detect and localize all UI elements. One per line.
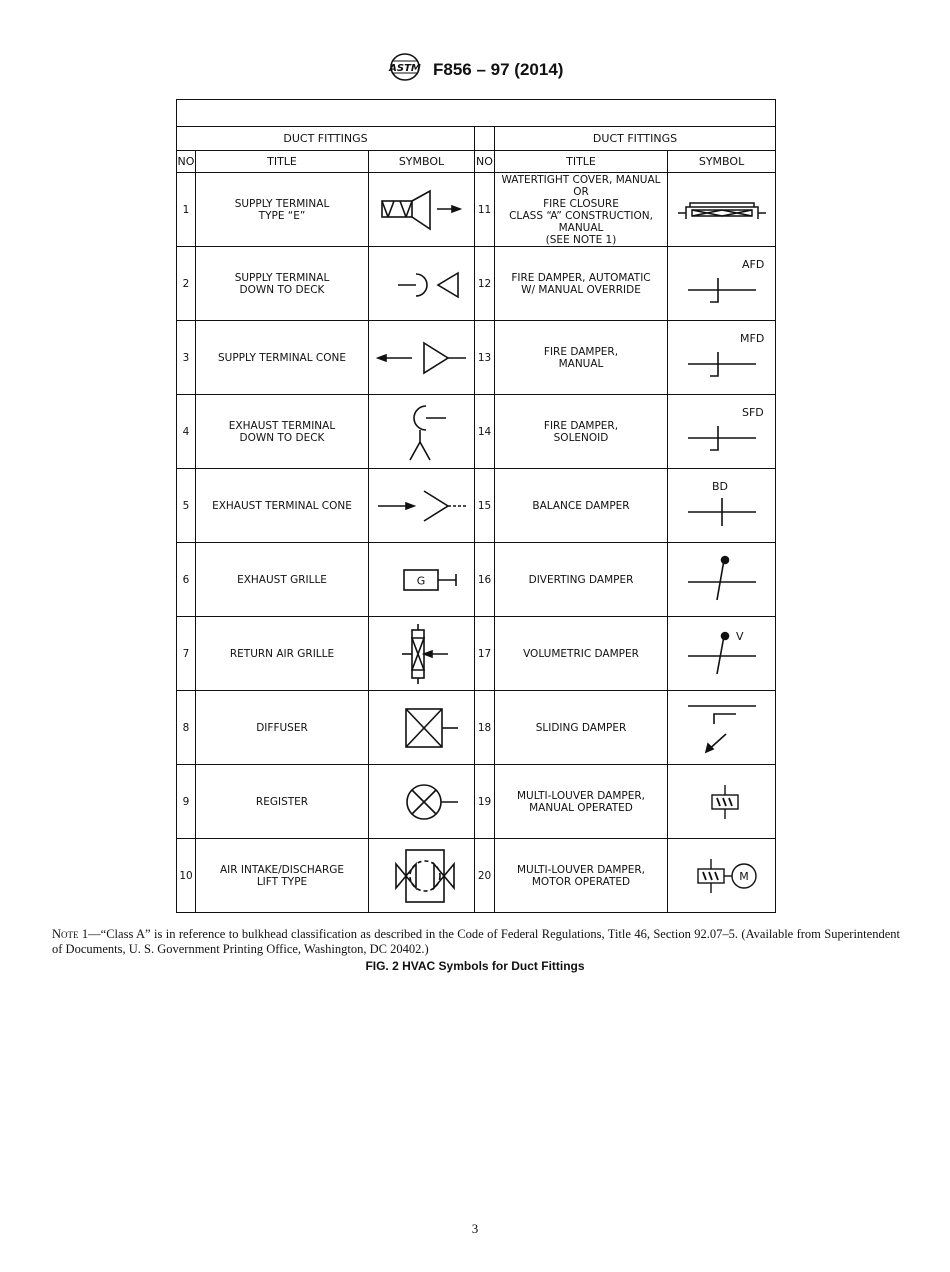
row-number: 17 <box>475 617 495 691</box>
col-no-left: NO <box>177 151 196 173</box>
row-title: SUPPLY TERMINAL CONE <box>196 321 369 395</box>
col-title-right: TITLE <box>495 151 668 173</box>
row-title: AIR INTAKE/DISCHARGE LIFT TYPE <box>196 839 369 913</box>
table-top-row <box>177 100 776 127</box>
row-number: 13 <box>475 321 495 395</box>
row-number: 5 <box>177 469 196 543</box>
row-title: EXHAUST GRILLE <box>196 543 369 617</box>
figure-caption: FIG. 2 HVAC Symbols for Duct Fittings <box>365 959 585 973</box>
col-symbol-right: SYMBOL <box>668 151 776 173</box>
table-row <box>177 247 776 321</box>
row-title: MULTI-LOUVER DAMPER, MOTOR OPERATED <box>495 839 668 913</box>
row-number: 15 <box>475 469 495 543</box>
row-number: 6 <box>177 543 196 617</box>
row-title: VOLUMETRIC DAMPER <box>495 617 668 691</box>
table-row <box>177 617 776 691</box>
return-air-grille-icon <box>372 622 472 686</box>
row-title: EXHAUST TERMINAL DOWN TO DECK <box>196 395 369 469</box>
exhaust-grille-icon <box>372 557 472 603</box>
svg-text:G: G <box>416 574 425 587</box>
note-lead: Note 1 <box>52 927 89 941</box>
row-title: FIRE DAMPER, SOLENOID <box>495 395 668 469</box>
row-number: 2 <box>177 247 196 321</box>
row-title: DIFFUSER <box>196 691 369 765</box>
row-number: 10 <box>177 839 196 913</box>
register-icon <box>372 779 472 825</box>
row-number: 9 <box>177 765 196 839</box>
watertight-cover-icon <box>672 187 772 233</box>
table-row <box>177 691 776 765</box>
fire-damper-automatic-icon <box>672 254 772 314</box>
supply-terminal-type-e-icon <box>372 187 472 233</box>
row-title: SLIDING DAMPER <box>495 691 668 765</box>
svg-text:AFD: AFD <box>741 257 764 271</box>
page-header <box>0 52 950 87</box>
astm-logo-icon <box>387 52 423 87</box>
table-row <box>177 173 776 247</box>
diffuser-icon <box>372 705 472 751</box>
row-title: WATERTIGHT COVER, MANUAL OR FIRE CLOSURE CLASS “A” CONSTRUCTION, MANUAL (SEE NOTE 1) <box>495 173 668 247</box>
row-title: BALANCE DAMPER <box>495 469 668 543</box>
col-symbol-left: SYMBOL <box>369 151 475 173</box>
exhaust-terminal-down-icon <box>372 400 472 464</box>
row-number: 11 <box>475 173 495 247</box>
balance-damper-icon <box>672 476 772 536</box>
row-number: 14 <box>475 395 495 469</box>
row-number: 8 <box>177 691 196 765</box>
row-title: FIRE DAMPER, MANUAL <box>495 321 668 395</box>
row-number: 7 <box>177 617 196 691</box>
note-text: —“Class A” is in reference to bulkhead classification as described in the Code of Federal Regulations, Title 46, Section 92.07–5. (Available from Superintendent of Documents, U. S. Government Printing Office, Washington, DC 20402.) <box>52 927 900 956</box>
supply-terminal-down-icon <box>372 261 472 307</box>
diverting-damper-icon <box>672 552 772 608</box>
multi-louver-motor-icon <box>672 853 772 899</box>
hvac-symbols-table <box>176 99 776 913</box>
air-intake-lift-icon <box>372 844 472 908</box>
standard-designation: F856 – 97 (2014) <box>433 59 564 79</box>
row-title: MULTI-LOUVER DAMPER, MANUAL OPERATED <box>495 765 668 839</box>
table-row <box>177 543 776 617</box>
svg-text:M: M <box>738 869 749 883</box>
fire-damper-manual-icon <box>672 328 772 388</box>
sliding-damper-icon <box>672 700 772 756</box>
table-row <box>177 321 776 395</box>
left-group-header: DUCT FITTINGS <box>177 127 475 151</box>
row-title: SUPPLY TERMINAL DOWN TO DECK <box>196 247 369 321</box>
row-title: RETURN AIR GRILLE <box>196 617 369 691</box>
row-number: 16 <box>475 543 495 617</box>
row-title: EXHAUST TERMINAL CONE <box>196 469 369 543</box>
fire-damper-solenoid-icon <box>672 402 772 462</box>
table-row <box>177 839 776 913</box>
page-number: 3 <box>471 1221 479 1236</box>
right-group-header: DUCT FITTINGS <box>495 127 776 151</box>
table-row <box>177 765 776 839</box>
row-title: DIVERTING DAMPER <box>495 543 668 617</box>
col-no-right: NO <box>475 151 495 173</box>
volumetric-damper-icon <box>672 626 772 682</box>
svg-text:V: V <box>735 629 744 643</box>
row-title: REGISTER <box>196 765 369 839</box>
col-title-left: TITLE <box>196 151 369 173</box>
multi-louver-manual-icon <box>672 779 772 825</box>
row-number: 12 <box>475 247 495 321</box>
row-title: SUPPLY TERMINAL TYPE “E” <box>196 173 369 247</box>
svg-text:SFD: SFD <box>741 405 764 419</box>
column-header-row <box>177 151 776 173</box>
group-header-row <box>177 127 776 151</box>
table-row <box>177 469 776 543</box>
row-title: FIRE DAMPER, AUTOMATIC W/ MANUAL OVERRIDE <box>495 247 668 321</box>
row-number: 1 <box>177 173 196 247</box>
row-number: 19 <box>475 765 495 839</box>
row-number: 18 <box>475 691 495 765</box>
table-row <box>177 395 776 469</box>
svg-text:ASTM: ASTM <box>388 63 421 74</box>
row-number: 4 <box>177 395 196 469</box>
row-number: 3 <box>177 321 196 395</box>
svg-text:MFD: MFD <box>739 331 764 345</box>
supply-terminal-cone-icon <box>372 335 472 381</box>
svg-text:BD: BD <box>711 479 728 493</box>
exhaust-terminal-cone-icon <box>372 483 472 529</box>
row-number: 20 <box>475 839 495 913</box>
footnote <box>52 927 900 957</box>
